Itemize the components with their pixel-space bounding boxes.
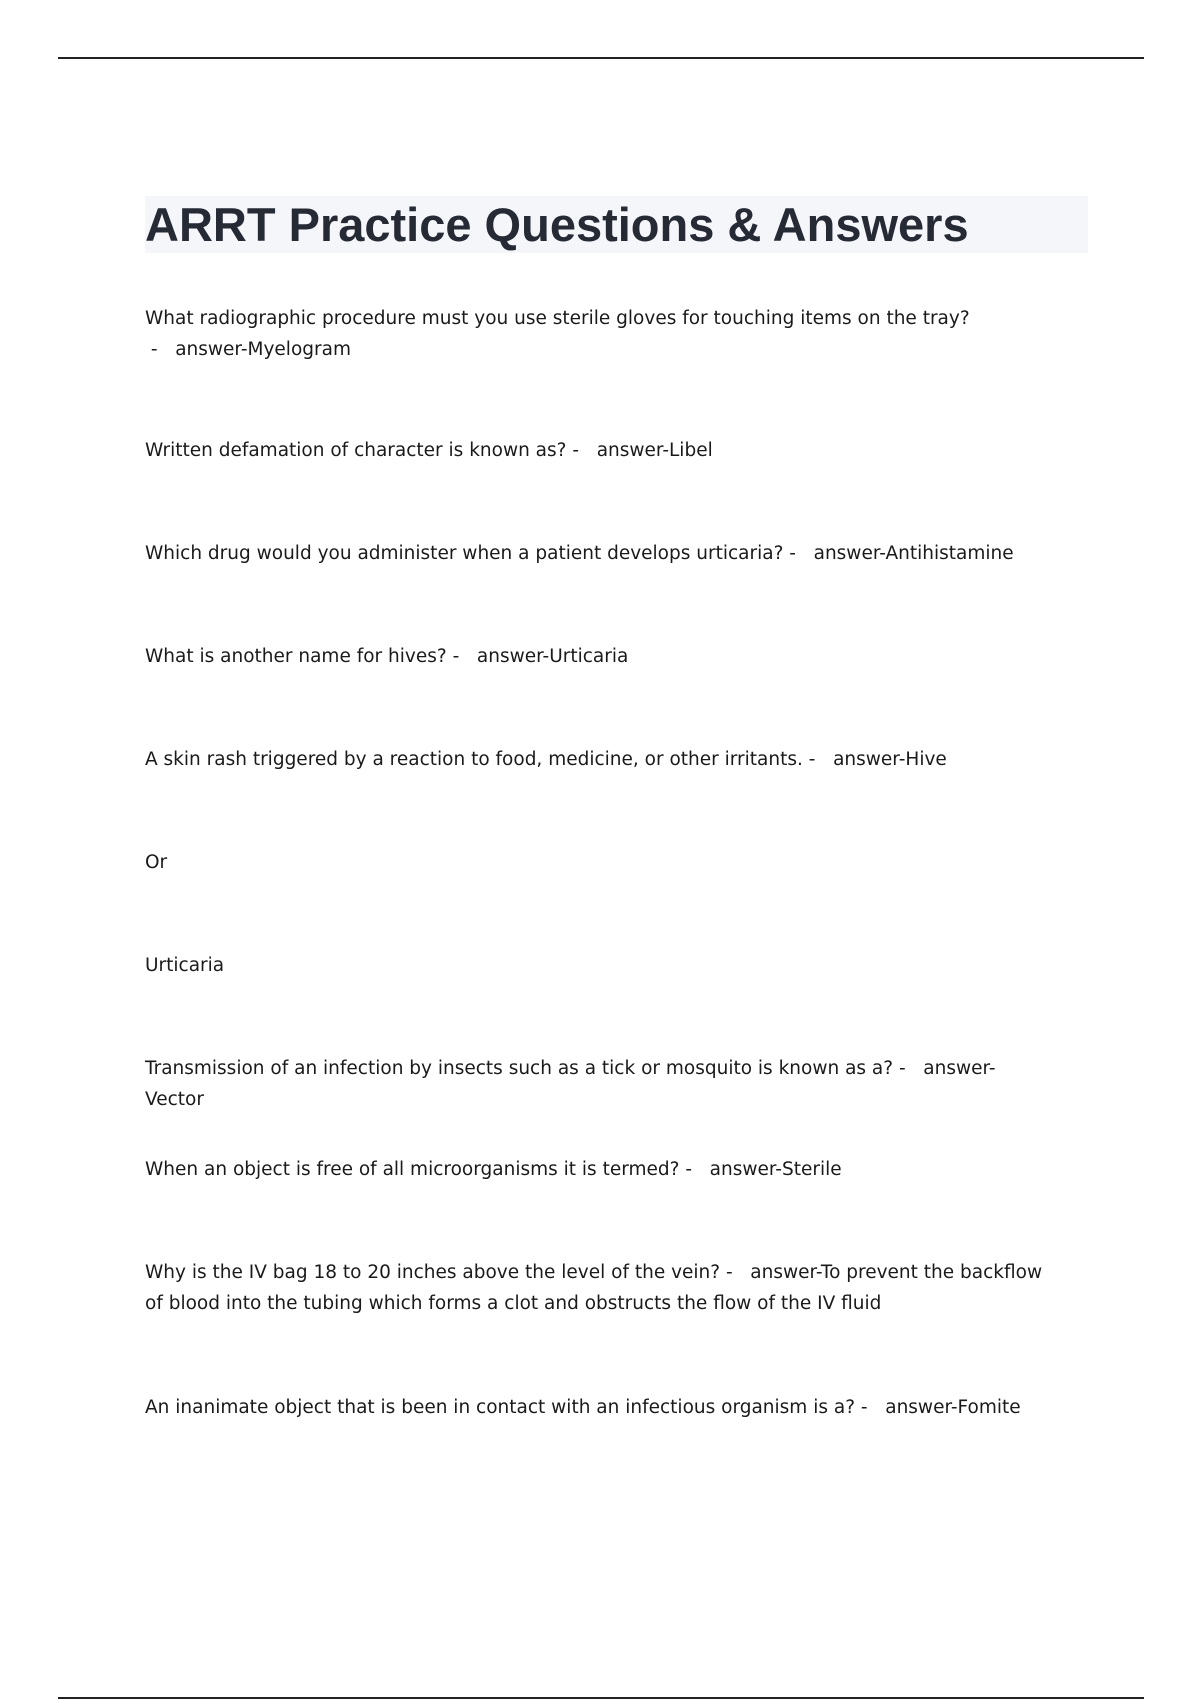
qa-item-6: Transmission of an infection by insects such as a tick or mosquito is known as a? - answer-Vector bbox=[145, 1058, 996, 1110]
answer-text: answer-Hive bbox=[833, 749, 947, 770]
answer-text: answer-Antihistamine bbox=[813, 543, 1014, 564]
question-text: What is another name for hives? bbox=[145, 646, 447, 667]
plain-line-or: Or bbox=[145, 852, 168, 873]
bottom-rule bbox=[58, 1697, 1144, 1699]
qa-item-4: What is another name for hives? - answer-Urticaria bbox=[145, 646, 629, 667]
answer-text: answer-Vector bbox=[145, 1058, 996, 1110]
question-text: Which drug would you administer when a patient develops urticaria? bbox=[145, 543, 784, 564]
qa-item-8: Why is the IV bag 18 to 20 inches above the level of the vein? - answer-To prevent the backflow of blood into the tubing which forms a clot and obstructs the flow of the IV fluid bbox=[145, 1262, 1043, 1314]
question-text: Transmission of an infection by insects such as a tick or mosquito is known as a? bbox=[145, 1058, 894, 1079]
question-text: Written defamation of character is known as? bbox=[145, 440, 567, 461]
top-rule bbox=[58, 57, 1144, 59]
answer-text: answer-Fomite bbox=[885, 1397, 1021, 1418]
answer-text: answer-Sterile bbox=[709, 1159, 842, 1180]
question-text: When an object is free of all microorganisms it is termed? bbox=[145, 1159, 680, 1180]
answer-text: answer-To prevent the backflow of blood into the tubing which forms a clot and obstructs the flow of the IV fluid bbox=[145, 1262, 1043, 1314]
qa-item-3: Which drug would you administer when a patient develops urticaria? - answer-Antihistamine bbox=[145, 543, 1014, 564]
question-text: Why is the IV bag 18 to 20 inches above the level of the vein? bbox=[145, 1262, 721, 1283]
qa-item-7: When an object is free of all microorganisms it is termed? - answer-Sterile bbox=[145, 1159, 842, 1180]
qa-item-1: What radiographic procedure must you use sterile gloves for touching items on the tray? - answer-Myelogram bbox=[145, 308, 970, 360]
question-text: A skin rash triggered by a reaction to food, medicine, or other irritants. bbox=[145, 749, 803, 770]
answer-text: answer-Libel bbox=[596, 440, 713, 461]
page-title: ARRT Practice Questions & Answers bbox=[145, 198, 969, 251]
qa-item-5: A skin rash triggered by a reaction to food, medicine, or other irritants. - answer-Hive bbox=[145, 749, 947, 770]
question-text: What radiographic procedure must you use sterile gloves for touching items on the tray? bbox=[145, 308, 970, 329]
plain-line-urticaria: Urticaria bbox=[145, 955, 225, 976]
qa-item-2: Written defamation of character is known as? - answer-Libel bbox=[145, 440, 713, 461]
answer-text: answer-Myelogram bbox=[175, 339, 351, 360]
question-text: An inanimate object that is been in contact with an infectious organism is a? bbox=[145, 1397, 856, 1418]
answer-text: answer-Urticaria bbox=[476, 646, 629, 667]
qa-item-9: An inanimate object that is been in contact with an infectious organism is a? - answer-Fomite bbox=[145, 1397, 1021, 1418]
